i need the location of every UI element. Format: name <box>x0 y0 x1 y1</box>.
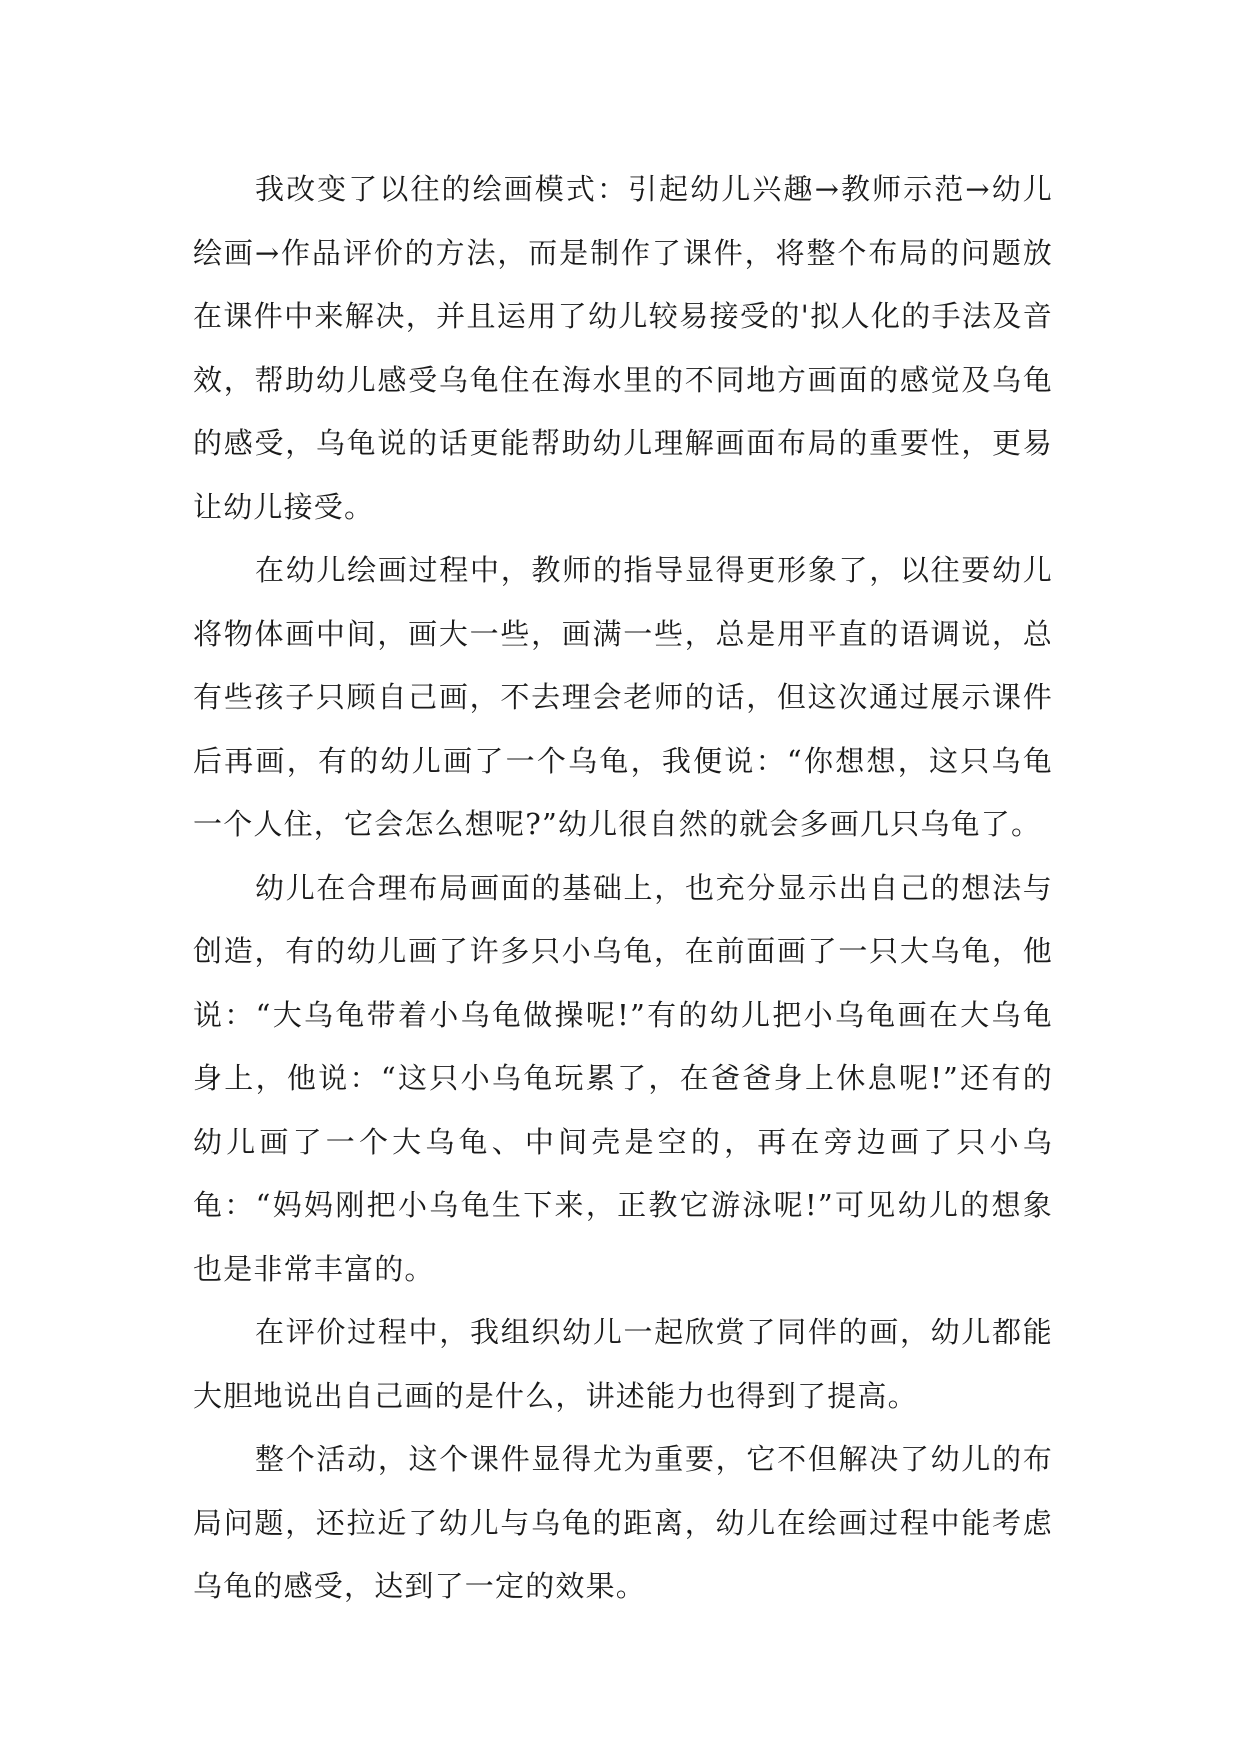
paragraph-teacher-guidance: 在幼儿绘画过程中，教师的指导显得更形象了，以往要幼儿将物体画中间，画大一些，画满一些，总是用平直的语调说，总有些孩子只顾自己画，不去理会老师的话，但这次通过展示课件后再画，有的幼儿画了一个乌龟，我便说：“你想想，这只乌龟一个人住，它会怎么想呢?”幼儿很自然的就会多画几只乌龟了。 <box>193 553 1053 841</box>
paragraph-summary: 整个活动，这个课件显得尤为重要，它不但解决了幼儿的布局问题，还拉近了幼儿与乌龟的距离，幼儿在绘画过程中能考虑乌龟的感受，达到了一定的效果。 <box>193 1442 1053 1603</box>
paragraph-evaluation: 在评价过程中，我组织幼儿一起欣赏了同伴的画，幼儿都能大胆地说出自己画的是什么，讲述能力也得到了提高。 <box>193 1315 1053 1413</box>
paragraph-courseware-method: 我改变了以往的绘画模式：引起幼儿兴趣→教师示范→幼儿绘画→作品评价的方法，而是制作了课件，将整个布局的问题放在课件中来解决，并且运用了幼儿较易接受的'拟人化的手法及音效，帮助幼儿感受乌龟住在海水里的不同地方画面的感觉及乌龟的感受，乌龟说的话更能帮助幼儿理解画面布局的重要性，更易让幼儿接受。 <box>193 172 1053 524</box>
document-body <box>193 158 1053 1619</box>
paragraph-children-creativity: 幼儿在合理布局画面的基础上，也充分显示出自己的想法与创造，有的幼儿画了许多只小乌龟，在前面画了一只大乌龟，他说：“大乌龟带着小乌龟做操呢!”有的幼儿把小乌龟画在大乌龟身上，他说：“这只小乌龟玩累了，在爸爸身上休息呢!”还有的幼儿画了一个大乌龟、中间壳是空的，再在旁边画了只小乌龟：“妈妈刚把小乌龟生下来，正教它游泳呢!”可见幼儿的想象也是非常丰富的。 <box>193 870 1053 1286</box>
